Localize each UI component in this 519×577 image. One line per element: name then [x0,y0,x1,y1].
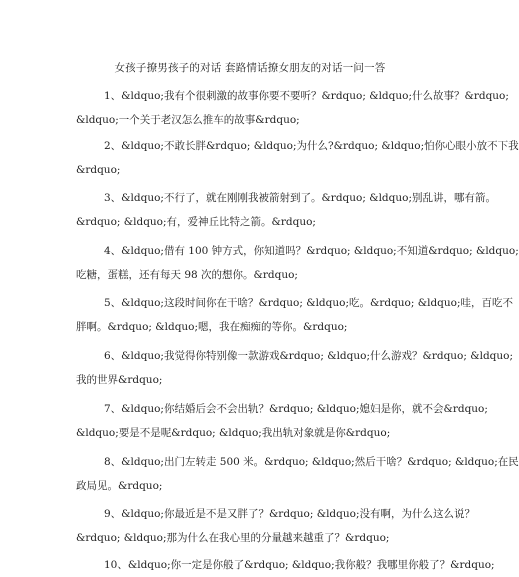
dialogue-line: 3、&ldquo;不行了，就在刚刚我被箭射到了。&rdquo; &ldquo;别乱讲，哪有箭。 [104,192,496,204]
dialogue-line: &rdquo; &ldquo;有，爱神丘比特之箭。&rdquo; [76,216,316,228]
dialogue-line: 9、&ldquo;你最近是不是又胖了？&rdquo; &ldquo;没有啊，为什么这么说？ [104,508,475,520]
dialogue-line: &ldquo;一个关于老汉怎么推车的故事&rdquo; [76,114,300,126]
dialogue-item-9 [76,502,475,550]
dialogue-line: &ldquo;要是不是呢&rdquo; &ldquo;我出轨对象就是你&rdquo; [76,427,391,439]
dialogue-line: 5、&ldquo;这段时间你在干啥？&rdquo; &ldquo;吃。&rdquo; &ldquo;哇，百吃不 [104,297,514,309]
dialogue-item-7 [76,397,488,445]
dialogue-line: 胖啊。&rdquo; &ldquo;嗯，我在痴痴的等你。&rdquo; [76,321,348,333]
dialogue-line: 10、&ldquo;你一定是你般了&rdquo; &ldquo;我你般？我哪里你般了？&rdquo; [104,559,495,571]
dialogue-line: 吃糖，蛋糕，还有每天 98 次的想你。&rdquo; [76,269,298,281]
dialogue-item-8 [76,450,519,498]
dialogue-line: &rdquo; [76,164,121,176]
dialogue-line: 6、&ldquo;我觉得你特别像一款游戏&rdquo; &ldquo;什么游戏？&rdquo; &ldquo; [104,350,514,362]
dialogue-line: 4、&ldquo;借有 100 钟方式，你知道吗？&rdquo; &ldquo;不知道&rdquo; &ldquo; [104,245,519,257]
dialogue-item-3 [76,186,496,234]
dialogue-item-10 [76,553,495,577]
dialogue-item-6 [76,344,514,392]
dialogue-line: 8、&ldquo;出门左转走 500 米。&rdquo; &ldquo;然后干啥？&rdquo; &ldquo;在民 [104,456,519,468]
dialogue-item-5 [76,291,514,339]
dialogue-item-2 [76,134,519,182]
dialogue-item-1 [76,84,509,132]
dialogue-line: 7、&ldquo;你结婚后会不会出轨？&rdquo; &ldquo;媳妇是你，就不会&rdquo; [104,403,488,415]
dialogue-line: 我的世界&rdquo; [76,374,163,386]
document-title: 女孩子撩男孩子的对话 套路情话撩女朋友的对话一问一答 [114,62,386,74]
dialogue-line: 政局见。&rdquo; [76,480,163,492]
dialogue-line: 2、&ldquo;不敢长胖&rdquo; &ldquo;为什么?&rdquo; &ldquo;怕你心眼小放不下我 [104,140,519,152]
dialogue-item-4 [76,239,519,287]
dialogue-line: 1、&ldquo;我有个很刺激的故事你要不要听？&rdquo; &ldquo;什么故事？&rdquo; [104,90,509,102]
dialogue-line: &rdquo; &ldquo;那为什么在我心里的分量越来越重了？&rdquo; [76,532,390,544]
